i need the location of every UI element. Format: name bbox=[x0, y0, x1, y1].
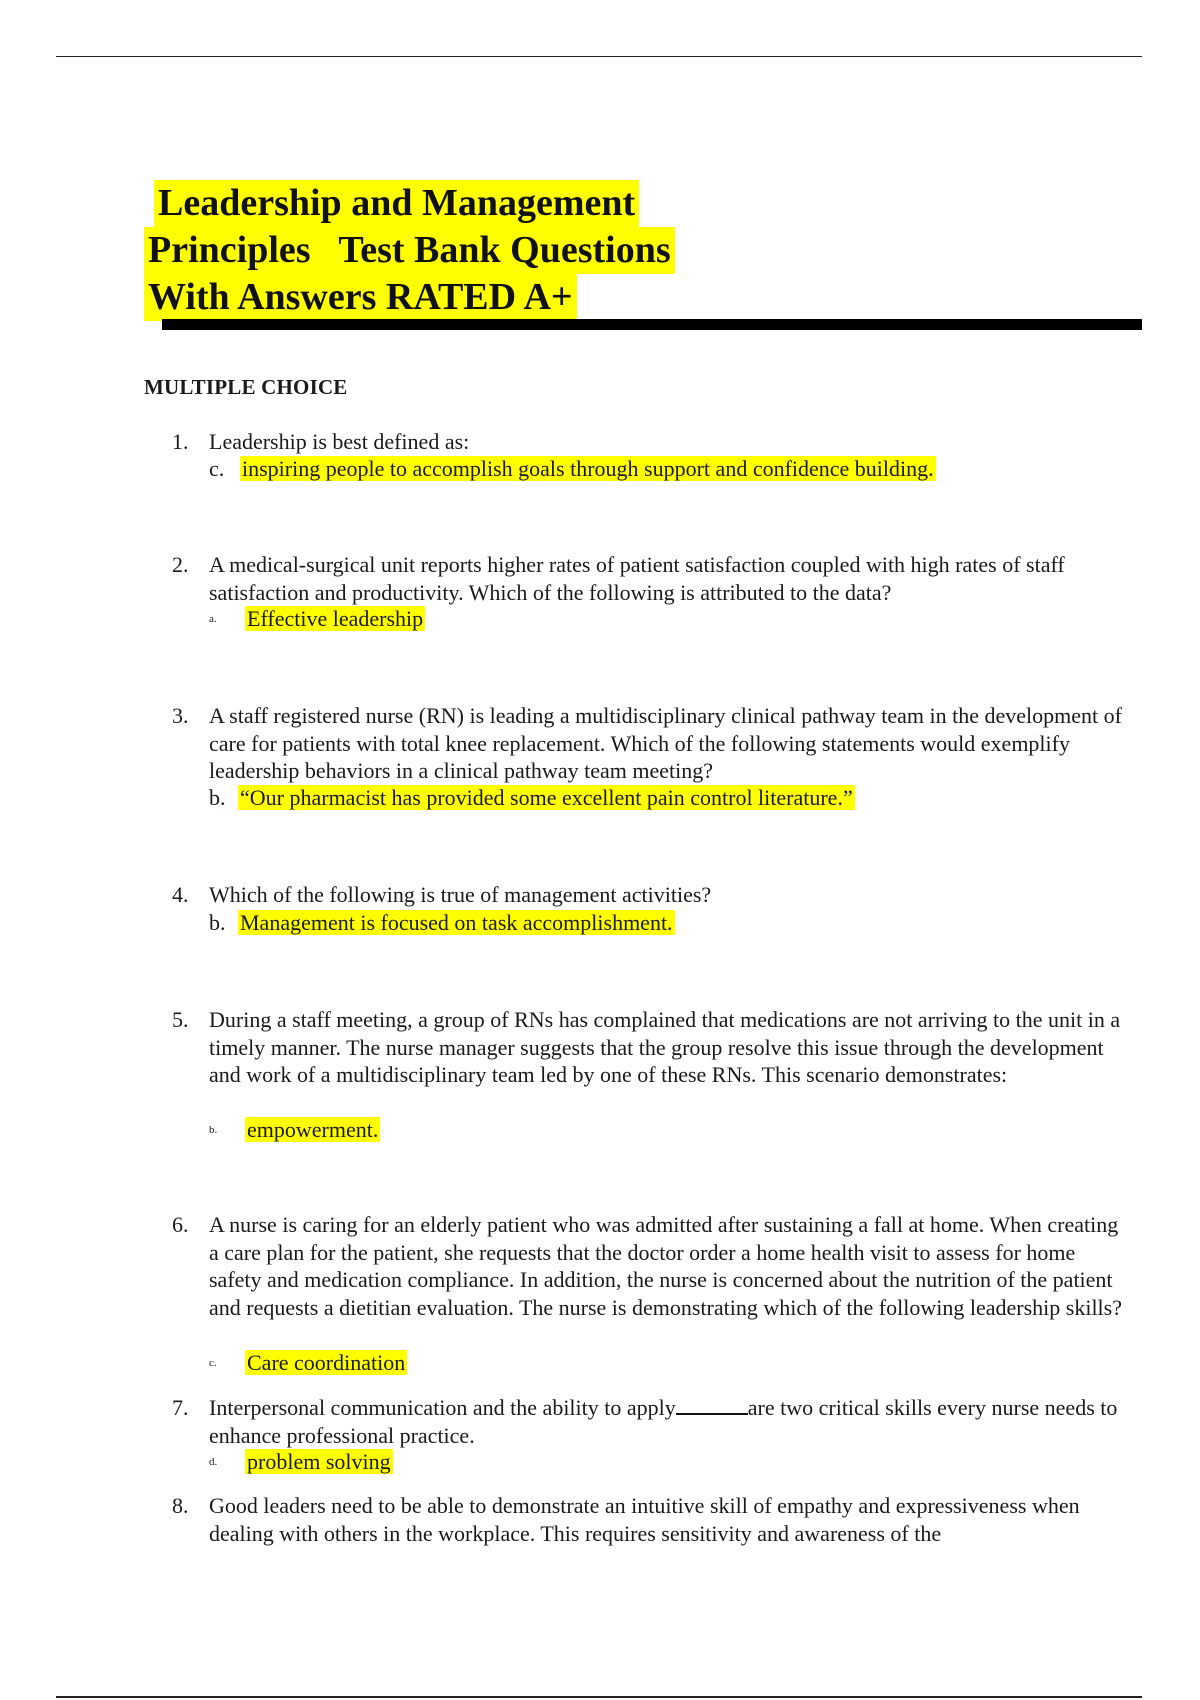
answer bbox=[209, 784, 855, 812]
answer bbox=[209, 1448, 393, 1476]
question-text: Leadership is best defined as: bbox=[209, 429, 470, 454]
question-number: 1. bbox=[172, 429, 189, 454]
question-text-before: Interpersonal communication and the ability to apply bbox=[209, 1395, 676, 1420]
answer-letter: c. bbox=[209, 1357, 217, 1369]
title-line-1: Leadership and Management bbox=[154, 180, 639, 227]
bottom-rule bbox=[56, 1696, 1142, 1698]
title-line-2: Principles Test Bank Questions bbox=[144, 227, 675, 274]
question-number: 3. bbox=[172, 703, 189, 728]
answer bbox=[209, 605, 425, 633]
answer-letter: d. bbox=[209, 1456, 218, 1468]
question-text: During a staff meeting, a group of RNs has complained that medications are not arriving to the unit in a timely manner. The nurse manager suggests that the group resolve this issue through the development and work of a multidisciplinary team led by one of these RNs. This scenario demonstrates: bbox=[209, 1007, 1121, 1087]
question-number: 6. bbox=[172, 1212, 189, 1237]
question-number: 5. bbox=[172, 1007, 189, 1032]
answer-text: Effective leadership bbox=[247, 606, 424, 631]
top-rule bbox=[56, 56, 1142, 57]
answer-text: Management is focused on task accomplishment. bbox=[240, 910, 673, 935]
question-text-after: are two critical skills every nurse needs to enhance professional practice. bbox=[209, 1395, 1118, 1448]
title-underline-bar bbox=[162, 319, 1142, 330]
answer bbox=[209, 455, 936, 483]
question-text: Which of the following is true of management activities? bbox=[209, 882, 712, 907]
question-number: 8. bbox=[172, 1493, 189, 1518]
answer-text: empowerment. bbox=[247, 1117, 379, 1142]
document-title bbox=[144, 180, 675, 321]
question-text: A nurse is caring for an elderly patient who was admitted after sustaining a fall at home. When creating a care plan for the patient, she requests that the doctor order a home health visit to assess for home safety and medication compliance. In addition, the nurse is concerned about the nutrition of the patient and requests a dietitian evaluation. The nurse is demonstrating which of the following leadership skills? bbox=[209, 1212, 1122, 1320]
answer-letter: c. bbox=[209, 456, 225, 481]
fill-in-blank bbox=[676, 1395, 748, 1415]
answer-letter: b. bbox=[209, 785, 226, 810]
question-text: A staff registered nurse (RN) is leading a multidisciplinary clinical pathway team in the development of care for patients with total knee replacement. Which of the following statements would exemplify leadership behaviors in a clinical pathway team meeting? bbox=[209, 703, 1122, 783]
answer-letter: b. bbox=[209, 910, 226, 935]
question-text: A medical-surgical unit reports higher rates of patient satisfaction coupled with high rates of staff satisfaction and productivity. Which of the following is attributed to the data? bbox=[209, 552, 1065, 605]
answer bbox=[209, 909, 675, 937]
title-line-3: With Answers RATED A+ bbox=[144, 274, 577, 321]
question-number: 2. bbox=[172, 552, 189, 577]
answer bbox=[209, 1116, 380, 1144]
answer bbox=[209, 1349, 407, 1377]
answer-text: Care coordination bbox=[247, 1350, 406, 1375]
question-number: 4. bbox=[172, 882, 189, 907]
answer-letter: a. bbox=[209, 613, 217, 625]
question-text: Good leaders need to be able to demonstrate an intuitive skill of empathy and expressiveness when dealing with others in the workplace. This requires sensitivity and awareness of the bbox=[209, 1493, 1080, 1546]
section-heading: MULTIPLE CHOICE bbox=[144, 375, 348, 399]
answer-text: problem solving bbox=[247, 1449, 391, 1474]
question-number: 7. bbox=[172, 1395, 189, 1420]
question-text bbox=[209, 1394, 1129, 1449]
answer-text: inspiring people to accomplish goals through support and confidence building. bbox=[242, 456, 934, 481]
answer-text: “Our pharmacist has provided some excellent pain control literature.” bbox=[240, 785, 853, 810]
answer-letter: b. bbox=[209, 1124, 218, 1136]
